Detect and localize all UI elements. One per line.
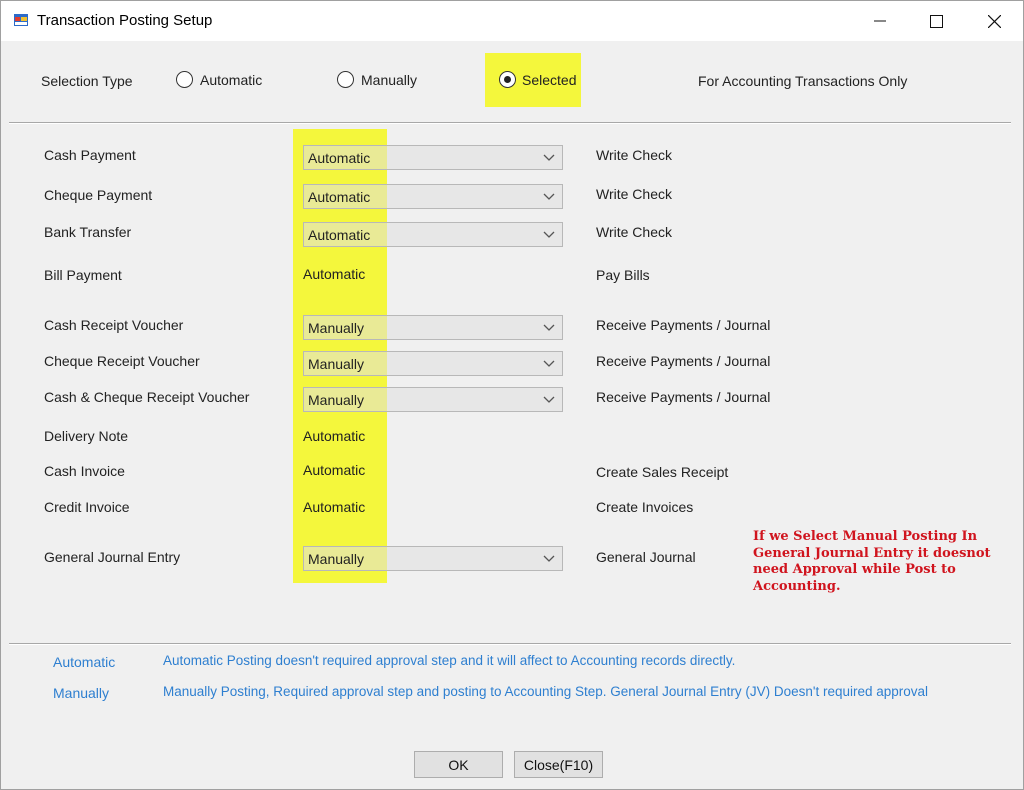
accounting-only-note: For Accounting Transactions Only [698, 73, 908, 89]
chevron-down-icon [542, 189, 556, 203]
top-divider-light [9, 123, 1011, 124]
chevron-down-icon [542, 150, 556, 164]
chevron-down-icon [542, 356, 556, 370]
row-label-cash-payment: Cash Payment [44, 147, 136, 163]
chevron-down-icon [542, 392, 556, 406]
row-label-cheque-receipt-voucher: Cheque Receipt Voucher [44, 353, 200, 369]
row-target-general-journal-entry: General Journal [596, 549, 696, 565]
row-label-bill-payment: Bill Payment [44, 267, 122, 283]
chevron-down-icon [542, 551, 556, 565]
minimize-button[interactable] [851, 1, 909, 41]
radio-manually[interactable] [337, 71, 354, 88]
app-window-icon [13, 12, 29, 28]
row-label-credit-invoice: Credit Invoice [44, 499, 130, 515]
select-value: Manually [308, 320, 365, 336]
row-target-cash-cheque-receipt-voucher: Receive Payments / Journal [596, 389, 771, 405]
row-target-cash-payment: Write Check [596, 147, 672, 163]
chevron-down-icon [542, 320, 556, 334]
annotation-line: General Journal Entry it doesnot [753, 545, 991, 561]
row-label-delivery-note: Delivery Note [44, 428, 129, 444]
posting-mode-select-cash-payment[interactable] [303, 145, 563, 170]
row-label-bank-transfer: Bank Transfer [44, 224, 132, 240]
row-target-cash-invoice: Create Sales Receipt [596, 464, 729, 480]
select-value: Manually [308, 392, 365, 408]
legend-key-automatic: Automatic [53, 654, 116, 670]
annotation-line: If we Select Manual Posting In [753, 529, 978, 544]
chevron-down-icon [542, 227, 556, 241]
row-target-cheque-payment: Write Check [596, 186, 672, 202]
selection-type-label: Selection Type [41, 73, 133, 89]
radio-selected-label[interactable]: Selected [522, 72, 577, 88]
legend-text-manually: Manually Posting, Required approval step and posting to Accounting Step. General Journal Entry (JV) Doesn't required approval [163, 684, 929, 699]
row-label-cash-cheque-receipt-voucher: Cash & Cheque Receipt Voucher [44, 389, 250, 405]
annotation-line: need Approval while Post to [753, 562, 956, 577]
posting-mode-select-cash-receipt-voucher[interactable] [303, 315, 563, 340]
close-icon [988, 15, 1001, 28]
select-value: Automatic [308, 227, 371, 243]
row-target-credit-invoice: Create Invoices [596, 499, 694, 515]
row-mode-delivery-note: Automatic [303, 428, 366, 444]
close-button[interactable]: Close(F10) [514, 751, 603, 778]
select-value: Manually [308, 356, 365, 372]
radio-selected[interactable] [499, 71, 516, 88]
row-mode-cash-invoice: Automatic [303, 462, 366, 478]
posting-mode-select-general-journal-entry[interactable] [303, 546, 563, 571]
minimize-icon [874, 15, 886, 27]
radio-manually-label[interactable]: Manually [361, 72, 418, 88]
posting-mode-select-cheque-receipt-voucher[interactable] [303, 351, 563, 376]
legend-key-manually: Manually [53, 685, 110, 701]
posting-mode-select-bank-transfer[interactable] [303, 222, 563, 247]
legend-text-automatic: Automatic Posting doesn't required approval step and it will affect to Accounting records directly. [163, 653, 736, 668]
posting-mode-select-cash-cheque-receipt-voucher[interactable] [303, 387, 563, 412]
manual-posting-annotation [753, 529, 1013, 595]
title-bar [1, 1, 1023, 41]
row-label-general-journal-entry: General Journal Entry [44, 549, 181, 565]
select-value: Automatic [308, 189, 371, 205]
annotation-line: Accounting. [753, 578, 841, 594]
posting-mode-select-cheque-payment[interactable] [303, 184, 563, 209]
maximize-button[interactable] [907, 1, 965, 41]
row-label-cash-receipt-voucher: Cash Receipt Voucher [44, 317, 184, 333]
row-target-bank-transfer: Write Check [596, 224, 672, 240]
row-label-cash-invoice: Cash Invoice [44, 463, 125, 479]
bottom-divider-light [9, 644, 1011, 645]
row-mode-credit-invoice: Automatic [303, 499, 366, 515]
radio-automatic-label[interactable]: Automatic [200, 72, 263, 88]
row-target-cash-receipt-voucher: Receive Payments / Journal [596, 317, 771, 333]
radio-automatic[interactable] [176, 71, 193, 88]
window-title: Transaction Posting Setup [37, 12, 213, 29]
row-target-bill-payment: Pay Bills [596, 267, 650, 283]
row-label-cheque-payment: Cheque Payment [44, 187, 153, 203]
maximize-icon [930, 15, 943, 28]
ok-button[interactable]: OK [414, 751, 503, 778]
select-value: Automatic [308, 150, 371, 166]
close-window-button[interactable] [965, 1, 1023, 41]
row-mode-bill-payment: Automatic [303, 266, 366, 282]
select-value: Manually [308, 551, 365, 567]
row-target-cheque-receipt-voucher: Receive Payments / Journal [596, 353, 771, 369]
